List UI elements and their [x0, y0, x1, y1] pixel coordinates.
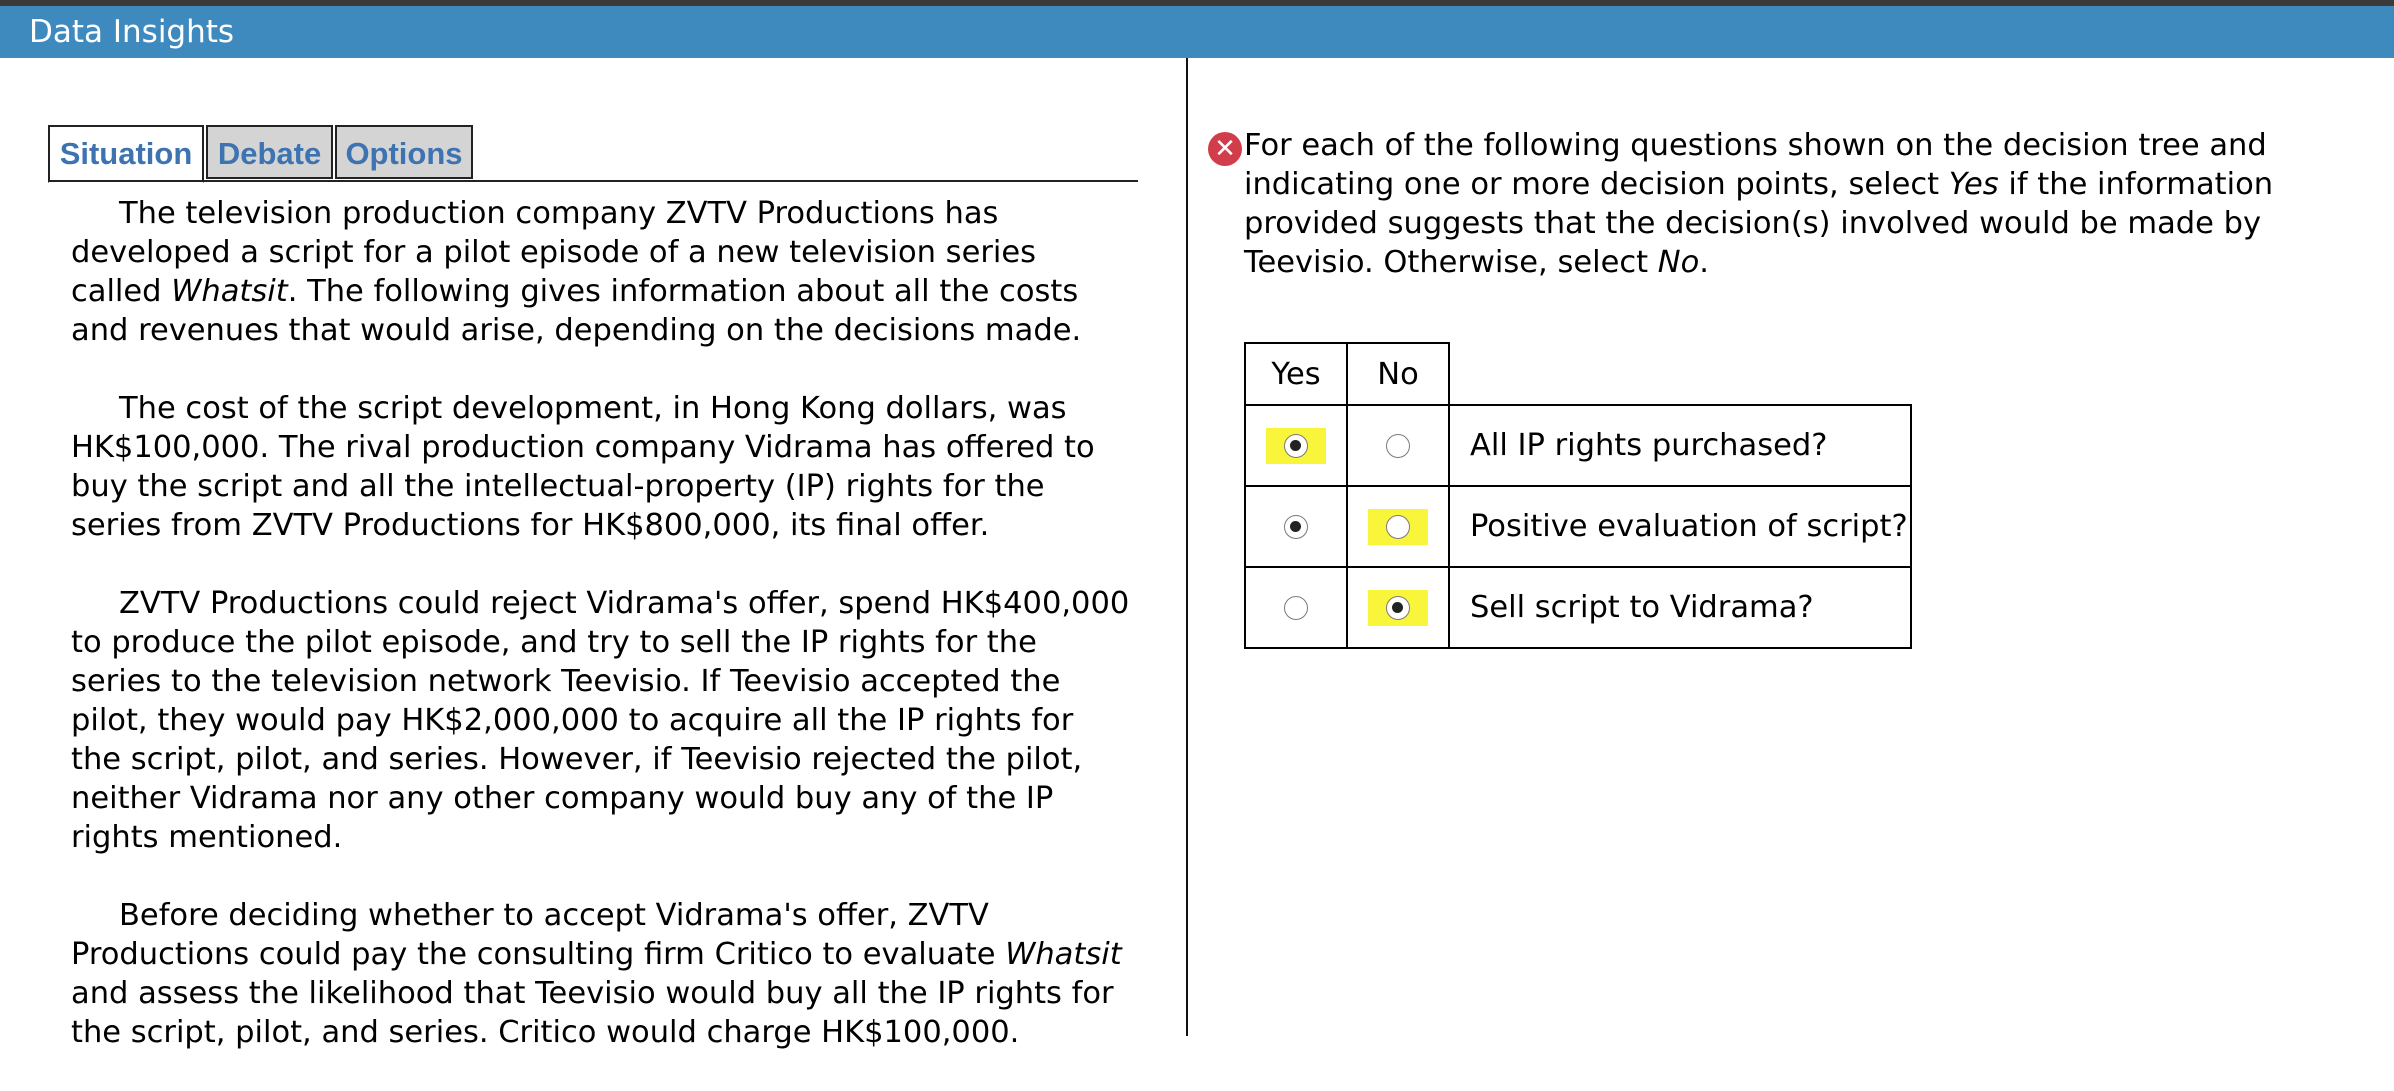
question-instructions: For each of the following questions shown on the decision tree and indicating one or more decision points, select Yes if the information provided suggests that the decision(s) involved would be made by Teevisio. Otherwise, select No. [1244, 128, 2274, 280]
highlight-no [1368, 590, 1428, 626]
radio-yes-row-3[interactable] [1284, 596, 1308, 620]
app-header [0, 6, 2394, 58]
question-label: Sell script to Vidrama? [1449, 567, 1911, 648]
table-row [1245, 567, 1911, 648]
column-header-yes: Yes [1245, 343, 1347, 405]
tab-options[interactable]: Options [335, 125, 473, 179]
radio-yes-row-1[interactable] [1284, 434, 1308, 458]
passage-paragraph-3: ZVTV Productions could reject Vidrama's offer, spend HK$400,000 to produce the pilot episode, and try to sell the IP rights for the series to the television network Teevisio. If Teevisio accepted the pilot, they would pay HK$2,000,000 to acquire all the IP rights for the script, pilot, and series. However, if Teevisio rejected the pilot, neither Vidrama nor any other company would buy any of the IP rights mentioned. [71, 586, 1130, 855]
highlight-no [1368, 509, 1428, 545]
passage-paragraph-4: Before deciding whether to accept Vidrama's offer, ZVTV Productions could pay the consulting firm Critico to evaluate Whatsit and assess the likelihood that Teevisio would buy all the IP rights for the script, pilot, and series. Critico would charge HK$100,000. [71, 898, 1122, 1050]
answer-table [1244, 342, 1912, 649]
error-x-icon: ✕ [1208, 132, 1242, 166]
question-label: All IP rights purchased? [1449, 405, 1911, 486]
table-row [1245, 405, 1911, 486]
column-header-no: No [1347, 343, 1449, 405]
radio-no-row-2[interactable] [1386, 515, 1410, 539]
table-row [1245, 486, 1911, 567]
table-header-row [1245, 343, 1911, 405]
tab-situation[interactable]: Situation [48, 125, 204, 183]
pane-divider[interactable] [1186, 58, 1188, 1036]
tab-debate[interactable]: Debate [206, 125, 333, 179]
radio-no-row-1[interactable] [1386, 434, 1410, 458]
situation-passage [71, 194, 1131, 1091]
passage-paragraph-2: The cost of the script development, in Hong Kong dollars, was HK$100,000. The rival production company Vidrama has offered to buy the script and all the intellectual-property (IP) rights for the series from ZVTV Productions for HK$800,000, its final offer. [71, 391, 1095, 543]
passage-paragraph-1: The television production company ZVTV Productions has developed a script for a pilot episode of a new television series called Whatsit. The following gives information about all the costs and revenues that would arise, depending on the decisions made. [71, 196, 1082, 348]
highlight-yes [1266, 428, 1326, 464]
tab-underline [48, 180, 1138, 182]
radio-yes-row-2[interactable] [1284, 515, 1308, 539]
radio-no-row-3[interactable] [1386, 596, 1410, 620]
question-label: Positive evaluation of script? [1449, 486, 1911, 567]
app-title: Data Insights [29, 14, 235, 50]
